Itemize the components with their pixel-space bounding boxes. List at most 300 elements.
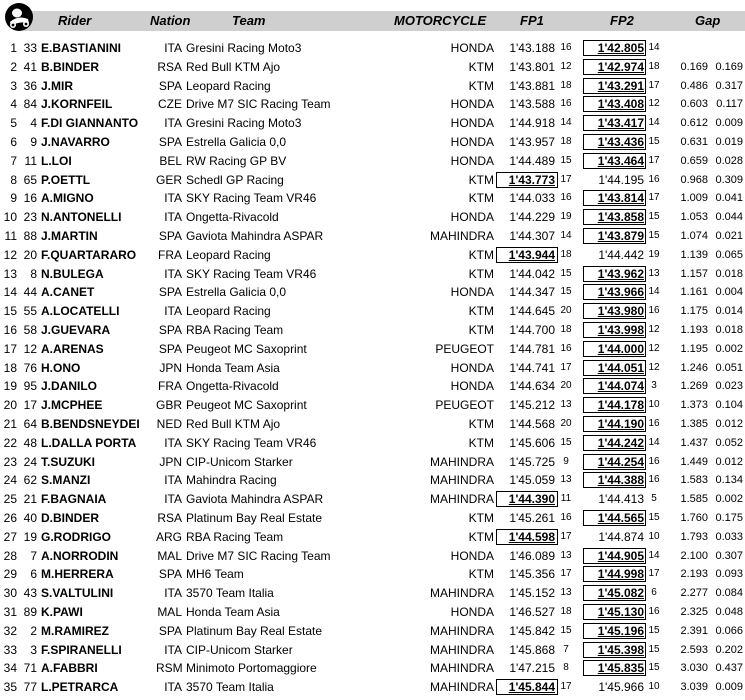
fp2-time: 1'43.966 [597, 285, 644, 300]
position: 2 [10, 59, 17, 74]
gap-previous: 0.023 [715, 380, 743, 393]
rider-name: A.ARENAS [41, 341, 104, 356]
team-name: Leopard Racing [186, 78, 271, 93]
fp1-lap: 18 [560, 248, 572, 260]
fp2-time: 1'44.442 [598, 247, 644, 262]
position: 29 [3, 567, 17, 582]
gap-first: 0.659 [680, 154, 708, 167]
fp2-time: 1'43.417 [597, 116, 644, 131]
fp2-time: 1'43.962 [597, 266, 644, 281]
gap-first: 1.161 [680, 286, 708, 299]
rider-number: 95 [23, 379, 37, 394]
gap-previous: 0.134 [715, 474, 743, 487]
gap-previous: 0.012 [715, 418, 743, 430]
fp1-lap: 15 [560, 436, 572, 448]
motorcycle: KTM [468, 567, 494, 582]
fp2-lap: 3 [651, 380, 657, 392]
motorcycle: KTM [468, 191, 494, 206]
nation: SPA [158, 285, 182, 300]
team-name: SKY Racing Team VR46 [186, 266, 317, 281]
team-name: Platinum Bay Real Estate [186, 623, 323, 638]
rider-name: N.BULEGA [41, 266, 104, 281]
motorcycle: PEUGEOT [435, 398, 494, 413]
gap-previous: 0.048 [715, 606, 743, 618]
motorcycle: KTM [468, 59, 494, 74]
rider-number: 6 [30, 567, 37, 582]
gap-previous: 0.014 [715, 305, 743, 318]
fp2-lap: 17 [648, 192, 660, 204]
position: 24 [3, 473, 17, 488]
gap-first: 0.612 [680, 117, 708, 130]
rider-name: B.BINDER [41, 59, 100, 74]
fp2-lap: 10 [648, 530, 660, 542]
rider-name: L.LOI [41, 153, 72, 168]
fp2-time: 1'44.195 [598, 172, 644, 187]
fp1-lap: 13 [560, 399, 572, 411]
rider-number: 24 [23, 454, 37, 469]
gap-first: 1.157 [680, 267, 708, 280]
gap-first: 2.325 [680, 606, 708, 618]
fp2-time: 1'43.814 [597, 191, 644, 206]
team-name: 3570 Team Italia [186, 586, 274, 601]
nation: FRA [158, 379, 182, 394]
rider-name: J.KORNFEIL [41, 97, 113, 112]
rider-name: K.PAWI [41, 605, 83, 619]
position: 13 [3, 266, 17, 281]
fp2-time: 1'44.905 [597, 548, 644, 563]
fp2-lap: 15 [648, 662, 660, 674]
position: 33 [3, 642, 17, 657]
fp2-lap: 18 [648, 60, 660, 72]
rider-number: 43 [23, 586, 37, 601]
gap-first: 0.486 [680, 79, 708, 92]
fp2-time: 1'42.805 [597, 41, 644, 55]
fp2-time: 1'43.291 [597, 78, 644, 93]
motorcycle: KTM [468, 511, 494, 525]
motorcycle: MAHINDRA [429, 661, 494, 676]
gap-previous: 0.041 [715, 192, 743, 205]
position: 34 [3, 661, 17, 676]
rider-name: N.ANTONELLI [41, 210, 122, 225]
team-name: Red Bull KTM Ajo [186, 417, 281, 431]
team-name: Estrella Galicia 0,0 [186, 135, 287, 149]
rider-number: 64 [23, 417, 37, 431]
nation: JPN [159, 454, 182, 469]
table-row [0, 283, 745, 302]
gap-first: 1.246 [680, 361, 708, 374]
motorcycle: HONDA [450, 41, 494, 55]
nation: ITA [164, 304, 182, 319]
rider-number: 40 [23, 511, 37, 525]
fp1-lap: 20 [560, 418, 572, 429]
motorcycle: HONDA [450, 135, 494, 149]
fp2-lap: 14 [648, 42, 660, 53]
position: 31 [3, 605, 17, 619]
fp1-lap: 16 [560, 42, 572, 53]
fp2-lap: 15 [648, 643, 660, 655]
fp2-lap: 17 [648, 568, 660, 580]
team-name: CIP-Unicom Starker [186, 454, 293, 469]
gap-previous: 0.018 [715, 267, 743, 280]
fp2-lap: 17 [648, 154, 660, 166]
nation: ARG [156, 529, 183, 544]
nation: ITA [164, 191, 182, 206]
gap-first: 1.437 [680, 436, 708, 449]
fp1-time: 1'45.842 [509, 623, 555, 638]
team-name: Red Bull KTM Ajo [186, 59, 281, 74]
fp2-lap: 12 [648, 324, 660, 335]
table-row [0, 678, 745, 697]
fp1-time: 1'44.918 [509, 116, 555, 131]
fp1-time: 1'44.741 [509, 360, 555, 375]
rider-name: A.LOCATELLI [41, 304, 120, 319]
gap-previous: 0.002 [715, 342, 743, 355]
nation: SPA [158, 623, 182, 638]
rider-number: 16 [23, 191, 37, 206]
motorcycle: KTM [468, 435, 494, 450]
rider-name: H.ONO [41, 360, 81, 375]
table-row [0, 528, 745, 547]
nation: ITA [164, 680, 182, 695]
fp2-lap: 15 [648, 624, 660, 636]
fp2-lap: 15 [648, 136, 660, 147]
position: 23 [3, 454, 17, 469]
team-name: Gaviota Mahindra ASPAR [186, 492, 324, 507]
fp1-lap: 17 [560, 530, 572, 542]
table-row [0, 415, 745, 434]
gap-previous: 0.019 [715, 136, 743, 148]
table-row [0, 565, 745, 584]
fp2-time: 1'43.858 [597, 210, 644, 225]
fp1-lap: 13 [560, 474, 572, 486]
gap-previous: 0.004 [715, 286, 743, 299]
table-row [0, 95, 745, 114]
rider-name: B.BENDSNEYDEI [41, 417, 140, 431]
fp2-time: 1'43.436 [597, 135, 644, 149]
fp1-time: 1'43.773 [508, 172, 555, 187]
rider-number: 17 [23, 398, 37, 413]
table-header [0, 0, 745, 34]
position: 11 [4, 229, 17, 243]
team-name: RW Racing GP BV [186, 153, 287, 168]
fp2-time: 1'43.998 [597, 323, 644, 337]
table-row [0, 547, 745, 566]
team-name: RBA Racing Team [186, 529, 284, 544]
fp1-time: 1'44.307 [509, 229, 555, 243]
motorcycle: KTM [468, 266, 494, 281]
fp2-time: 1'43.464 [597, 153, 644, 168]
position: 8 [10, 172, 17, 187]
nation: FRA [158, 247, 182, 262]
fp1-lap: 16 [560, 192, 572, 204]
nation: RSM [156, 661, 183, 676]
fp2-time: 1'45.835 [597, 661, 644, 676]
fp1-lap: 15 [560, 286, 572, 298]
team-name: CIP-Unicom Starker [186, 642, 293, 657]
fp1-lap: 17 [560, 173, 572, 185]
gap-first: 1.009 [680, 192, 708, 205]
gap-first: 3.030 [680, 662, 708, 675]
gap-previous: 0.052 [715, 436, 743, 449]
nation: JPN [159, 360, 182, 375]
fp2-lap: 5 [651, 493, 657, 505]
fp2-time: 1'44.242 [597, 435, 644, 450]
gap-previous: 0.021 [715, 230, 743, 242]
gap-first: 1.269 [680, 380, 708, 393]
rider-number: 2 [30, 623, 37, 638]
team-name: Peugeot MC Saxoprint [186, 341, 307, 356]
table-row [0, 246, 745, 265]
position: 35 [3, 680, 17, 695]
motorcycle: HONDA [450, 153, 494, 168]
rider-number: 7 [30, 548, 37, 563]
gap-previous: 0.065 [715, 248, 743, 261]
fp1-time: 1'47.215 [509, 661, 555, 676]
fp2-time: 1'45.130 [597, 605, 644, 619]
gap-first: 1.175 [680, 305, 708, 318]
table-row [0, 453, 745, 472]
team-name: Estrella Galicia 0,0 [186, 285, 287, 300]
position: 20 [3, 398, 17, 413]
team-name: Drive M7 SIC Racing Team [186, 97, 331, 112]
position: 22 [3, 435, 17, 450]
fp1-time: 1'46.089 [509, 548, 555, 563]
fp1-lap: 16 [560, 512, 572, 523]
fp2-lap: 6 [651, 587, 657, 599]
nation: NED [156, 417, 182, 431]
team-name: Peugeot MC Saxoprint [186, 398, 307, 413]
motorcycle: MAHINDRA [429, 623, 494, 638]
col-header-fp1: FP1 [520, 13, 544, 28]
fp1-time: 1'44.042 [509, 266, 555, 281]
motorcycle: HONDA [450, 360, 494, 375]
position: 14 [3, 285, 17, 300]
fp2-lap: 13 [648, 267, 660, 279]
fp1-lap: 18 [560, 79, 572, 91]
fp2-lap: 14 [648, 549, 660, 561]
fp1-lap: 13 [560, 549, 572, 561]
fp1-time: 1'45.152 [509, 586, 555, 601]
rider-name: E.BASTIANINI [41, 41, 122, 55]
nation: ITA [164, 642, 182, 657]
table-row [0, 603, 745, 622]
fp2-time: 1'44.388 [597, 473, 644, 488]
position: 1 [10, 41, 17, 55]
motorcycle: HONDA [450, 116, 494, 131]
gap-previous: 0.018 [715, 324, 743, 336]
team-name: Honda Team Asia [186, 605, 280, 619]
fp1-lap: 17 [560, 568, 572, 580]
fp2-time: 1'43.879 [597, 229, 644, 243]
gap-first: 0.631 [680, 136, 708, 148]
gap-previous: 0.309 [715, 173, 743, 186]
nation: GER [156, 172, 183, 187]
rider-number: 23 [23, 210, 37, 225]
rider-name: S.VALTULINI [41, 586, 114, 601]
nation: SPA [158, 78, 182, 93]
fp2-time: 1'44.565 [597, 511, 644, 525]
fp1-lap: 7 [563, 643, 569, 655]
fp2-lap: 14 [648, 436, 660, 448]
team-name: Gresini Racing Moto3 [186, 116, 302, 131]
fp1-lap: 9 [563, 455, 569, 467]
rider-number: 44 [23, 285, 37, 300]
gap-first: 1.193 [680, 324, 708, 336]
col-header-fp2: FP2 [610, 13, 634, 28]
fp2-lap: 17 [648, 79, 660, 91]
rider-number: 77 [23, 680, 37, 695]
nation: MAL [157, 548, 182, 563]
team-name: SKY Racing Team VR46 [186, 435, 317, 450]
fp1-time: 1'43.957 [509, 135, 555, 149]
fp2-lap: 15 [648, 230, 660, 241]
fp2-time: 1'45.196 [597, 623, 644, 638]
rider-number: 11 [24, 153, 37, 168]
rider-name: J.NAVARRO [41, 135, 110, 149]
rider-number: 8 [30, 266, 37, 281]
rider-number: 9 [30, 135, 37, 149]
gap-first: 1.074 [680, 230, 708, 242]
nation: CZE [158, 97, 182, 112]
fp2-lap: 16 [648, 173, 660, 185]
motorcycle: HONDA [450, 97, 494, 112]
gap-first: 1.793 [680, 530, 708, 543]
fp1-lap: 11 [560, 493, 572, 505]
table-row [0, 377, 745, 396]
gap-previous: 0.028 [715, 154, 743, 167]
fp2-time: 1'44.190 [597, 417, 644, 431]
rider-number: 3 [30, 642, 37, 657]
fp1-time: 1'45.261 [509, 511, 555, 525]
rider-number: 84 [23, 97, 37, 112]
rider-name: F.SPIRANELLI [41, 642, 122, 657]
gap-first: 2.593 [680, 643, 708, 656]
position: 4 [10, 97, 17, 112]
fp2-lap: 10 [648, 681, 660, 693]
team-name: Platinum Bay Real Estate [186, 511, 323, 525]
fp1-time: 1'44.033 [509, 191, 555, 206]
fp2-lap: 12 [648, 98, 660, 110]
fp1-time: 1'43.188 [509, 41, 555, 55]
gap-first: 1.585 [680, 493, 708, 506]
col-header-motorcycle: MOTORCYCLE [394, 13, 487, 28]
table-row [0, 340, 745, 359]
nation: ITA [164, 586, 182, 601]
table-row [0, 133, 745, 152]
nation: RSA [157, 59, 182, 74]
nation: SPA [158, 229, 182, 243]
rider-number: 62 [23, 473, 37, 488]
team-name: Leopard Racing [186, 304, 271, 319]
motorcycle: KTM [468, 529, 494, 544]
fp1-lap: 13 [560, 587, 572, 599]
gap-previous: 0.066 [715, 624, 743, 637]
fp2-lap: 16 [648, 455, 660, 467]
rider-number: 58 [23, 323, 37, 337]
fp1-lap: 18 [560, 136, 572, 147]
motorcycle: MAHINDRA [429, 642, 494, 657]
position: 3 [10, 78, 17, 93]
fp1-lap: 19 [560, 211, 572, 223]
motorcycle: HONDA [450, 605, 494, 619]
fp2-lap: 12 [648, 361, 660, 373]
position: 12 [3, 247, 17, 262]
fp1-time: 1'44.781 [509, 341, 555, 356]
motorcycle: KTM [468, 417, 494, 431]
nation: SPA [158, 323, 182, 337]
rider-number: 36 [23, 78, 37, 93]
nation: ITA [164, 210, 182, 225]
fp1-lap: 18 [560, 606, 572, 617]
fp2-lap: 12 [648, 342, 660, 354]
table-row [0, 321, 745, 340]
fp1-time: 1'44.347 [509, 285, 555, 300]
table-row [0, 265, 745, 284]
table-row [0, 171, 745, 190]
gap-first: 1.053 [680, 211, 708, 224]
fp1-time: 1'43.944 [508, 247, 555, 262]
rider-number: 48 [23, 435, 37, 450]
rider-name: J.MCPHEE [41, 398, 103, 413]
rider-number: 65 [23, 172, 37, 187]
gap-first: 1.385 [680, 418, 708, 430]
team-name: SKY Racing Team VR46 [186, 191, 317, 206]
position: 32 [3, 623, 17, 638]
nation: ITA [164, 473, 182, 488]
rider-name: L.PETRARCA [41, 680, 119, 695]
table-row [0, 471, 745, 490]
fp1-time: 1'44.645 [509, 304, 555, 319]
table-row [0, 659, 745, 678]
fp2-time: 1'44.051 [597, 360, 644, 375]
position: 15 [3, 304, 17, 319]
fp2-time: 1'45.082 [597, 586, 644, 601]
motorcycle: PEUGEOT [435, 341, 494, 356]
position: 17 [3, 341, 17, 356]
fp2-lap: 16 [648, 305, 660, 317]
col-header-rider: Rider [58, 13, 92, 28]
team-name: 3570 Team Italia [186, 680, 274, 695]
fp2-time: 1'42.974 [597, 59, 644, 74]
rider-number: 88 [23, 229, 37, 243]
gap-previous: 0.009 [715, 117, 743, 130]
fp1-lap: 18 [560, 324, 572, 335]
gap-previous: 0.044 [715, 211, 743, 224]
rider-name: A.NORRODIN [41, 548, 119, 563]
fp1-time: 1'44.390 [508, 492, 555, 507]
team-name: Gaviota Mahindra ASPAR [186, 229, 324, 243]
nation: RSA [157, 511, 182, 525]
gap-first: 3.039 [680, 681, 708, 694]
table-row [0, 77, 745, 96]
fp1-lap: 8 [563, 662, 569, 674]
fp2-lap: 16 [648, 474, 660, 486]
rider-number: 41 [23, 59, 37, 74]
team-name: Minimoto Portomaggiore [186, 661, 317, 676]
motorcycle: MAHINDRA [429, 586, 494, 601]
rider-name: S.MANZI [41, 473, 91, 488]
fp1-time: 1'45.059 [509, 473, 555, 488]
fp1-lap: 15 [560, 154, 572, 166]
header-bar [22, 11, 745, 31]
fp1-lap: 16 [560, 342, 572, 354]
gap-previous: 0.002 [715, 493, 743, 506]
fp1-lap: 15 [560, 624, 572, 636]
motorcycle: HONDA [450, 285, 494, 300]
gap-first: 1.583 [680, 474, 708, 487]
gap-previous: 0.202 [715, 643, 743, 656]
table-row [0, 58, 745, 77]
